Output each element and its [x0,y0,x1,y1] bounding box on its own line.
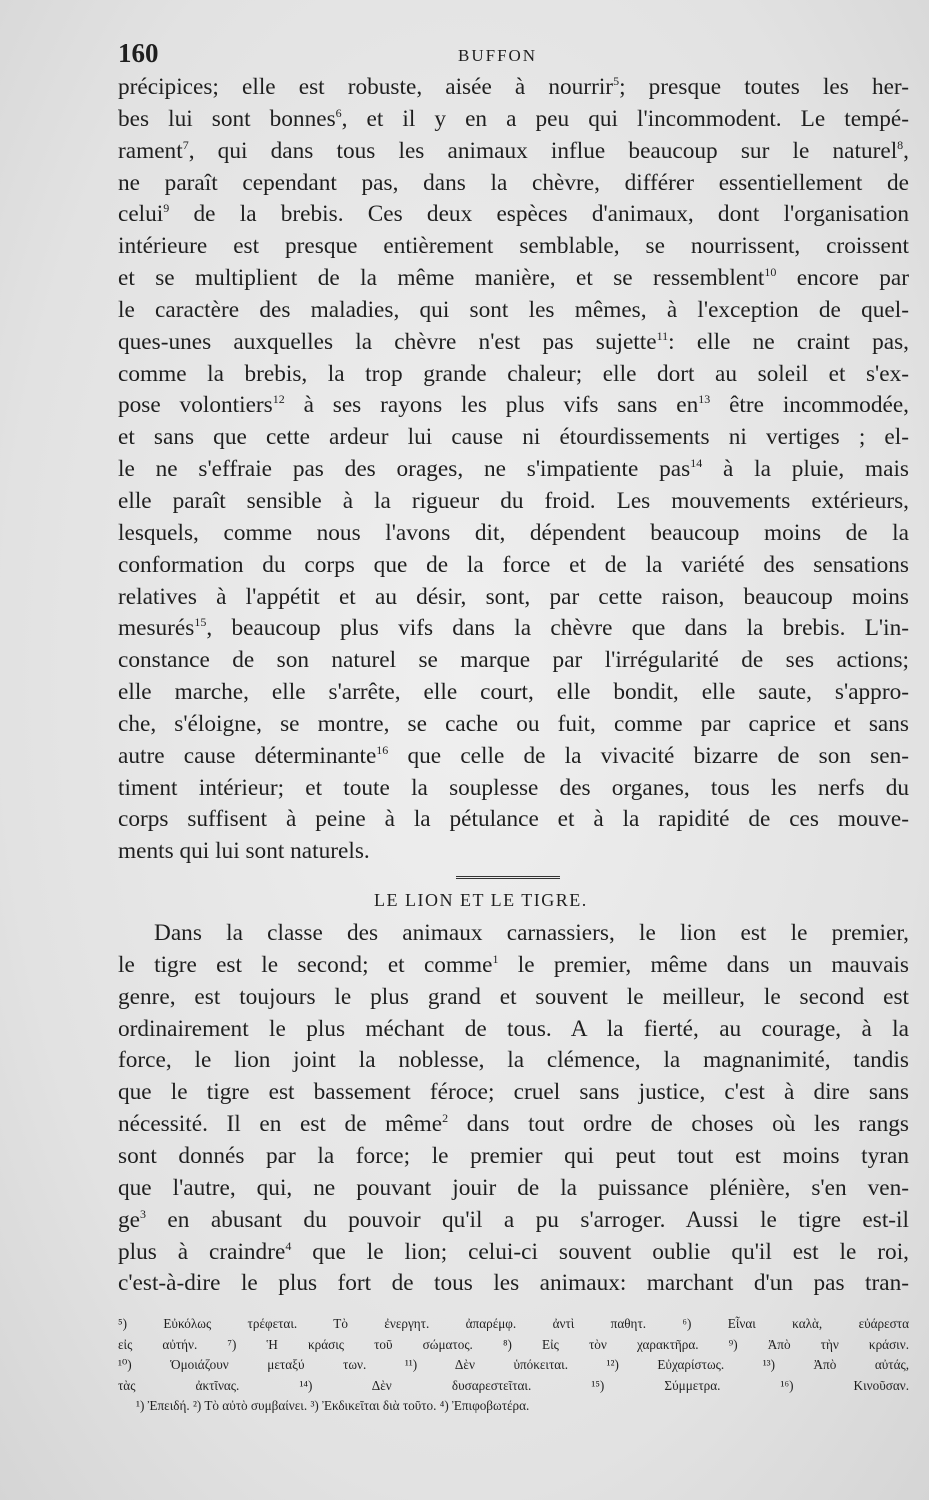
text-line: plus à craindre$^4$ que le lion; celui-ci souvent oublie qu'il est le roi, [118,1238,909,1265]
text-line: ordinairement le plus méchant de tous. A la fierté, au courage, à la [118,1015,909,1042]
footnotes [118,1314,909,1417]
text-line: le caractère des maladies, qui sont les mêmes, à l'exception de quel- [118,296,909,323]
text-line: le ne s'effraie pas des orages, ne s'impatiente pas$^{14}$ à la pluie, mais [118,456,909,483]
text-line: et se multiplient de la même manière, et se ressemblent$^{10}$ encore par [118,265,909,292]
text-line: che, s'éloigne, se montre, se cache ou fuit, comme par caprice et sans [118,710,909,737]
text-line: comme la brebis, la trop grande chaleur; elle dort au soleil et s'ex- [118,360,909,387]
footnote-line: ¹⁰) Ὁμοιάζουν μεταξύ των. ¹¹) Δὲν ὑπόκειται. ¹²) Εὐχαρίστως. ¹³) Ἀπὸ αὐτάς, [118,1357,909,1373]
text-line: le tigre est le second; et comme$^1$ le premier, même dans un mauvais [118,951,909,978]
text-line: ques-unes auxquelles la chèvre n'est pas sujette$^{11}$: elle ne craint pas, [118,328,910,355]
text-line: et sans que cette ardeur lui cause ni étourdissements ni vertiges ; el- [118,424,909,451]
text-line: genre, est toujours le plus grand et souvent le meilleur, le second est [118,983,909,1010]
text-line: ments qui lui sont naturels. [118,838,370,865]
text-line: elle paraît sensible à la rigueur du froid. Les mouvements extérieurs, [118,487,909,514]
text-line: conformation du corps que de la force et de la variété des sensations [118,551,909,578]
paragraph-lion-tiger [118,918,909,1300]
text-line: autre cause déterminante$^{16}$ que celle de la vivacité bizarre de son sen- [118,742,909,769]
text-line: intérieure est presque entièrement semblable, se nourrissent, croissent [118,233,909,260]
text-line: celui$^9$ de la brebis. Ces deux espèces d'animaux, dont l'organisation [118,201,909,228]
text-line: précipices; elle est robuste, aisée à nourrir$^5$; presque toutes les her- [118,74,909,100]
text-line: Dans la classe des animaux carnassiers, le lion est le premier, [154,920,909,947]
text-line: mesurés$^{15}$, beaucoup plus vifs dans la chèvre que dans la brebis. L'in- [118,615,909,642]
text-line: timent intérieur; et toute la souplesse des organes, tous les nerfs du [118,774,909,801]
text-line: que l'autre, qui, ne pouvant jouir de la puissance plénière, s'en ven- [118,1174,909,1201]
text-line: bes lui sont bonnes$^6$, et il y en a peu qui l'incommodent. Le tempé- [118,105,909,132]
footnote-line: ⁵) Εὐκόλως τρέφεται. Τὸ ἐνεργητ. ἀπαρέμφ. ἀντὶ παθητ. ⁶) Εἶναι καλὰ, εὐάρεστα [118,1316,909,1332]
text-line: constance de son naturel se marque par l'irrégularité de ses actions; [118,647,909,674]
text-line: ne paraît cependant pas, dans la chèvre, différer essentiellement de [118,169,909,196]
running-title: BUFFON [458,46,538,65]
text-line: lesquels, comme nous l'avons dit, dépendent beaucoup moins de la [118,519,909,546]
section-divider [456,876,560,879]
text-line: rament$^7$, qui dans tous les animaux influe beaucoup sur le naturel$^8$, [118,137,909,164]
section-title: LE LION ET LE TIGRE. [374,890,588,911]
text-line: force, le lion joint la noblesse, la clémence, la magnanimité, tandis [118,1047,909,1074]
text-line: $ge^3$ en abusant du pouvoir qu'il a pu s'arroger. Aussi le tigre est-il [118,1206,909,1233]
footnote-line: ¹) Ἐπειδή. ²) Τὸ αὐτὸ συμβαίνει. ³) Ἐκδικεῖται διὰ τοῦτο. ⁴) Ἐπιφοβωτέρα. [136,1398,530,1414]
text-line: elle marche, elle s'arrête, elle court, elle bondit, elle saute, s'appro- [118,679,909,706]
text-line: corps suffisent à peine à la pétulance et à la rapidité de ces mouve- [118,806,909,833]
running-head [118,38,909,72]
text-line: relatives à l'appétit et au désir, sont, par cette raison, beaucoup moins [118,583,909,610]
text-line: c'est-à-dire le plus fort de tous les animaux: marchant d'un pas tran- [118,1270,909,1297]
footnote-line: τὰς ἀκτῖνας. ¹⁴) Δὲν δυσαρεστεῖται. ¹⁵) Σύμμετρα. ¹⁶) Κινοῦσαν. [118,1377,909,1393]
text-line: sont donnés par la force; le premier qui peut tout est moins tyran [118,1143,909,1169]
text-line: pose volontiers$^{12}$ à ses rayons les plus vifs sans $en^{13}$ être incommodée, [118,392,909,419]
page-number: 160 [118,38,159,68]
text-line: que le tigre est bassement féroce; cruel sans justice, c'est à dire sans [118,1079,909,1106]
paragraph-goat [118,72,909,868]
text-line: nécessité. Il en est de même$^2$ dans tout ordre de choses où les rangs [118,1111,909,1138]
footnote-line: εἰς αὐτήν. ⁷) Ἡ κράσις τοῦ σώματος. ⁸) Εἰς τὸν χαρακτῆρα. ⁹) Ἀπὸ τὴν κράσιν. [118,1336,909,1352]
